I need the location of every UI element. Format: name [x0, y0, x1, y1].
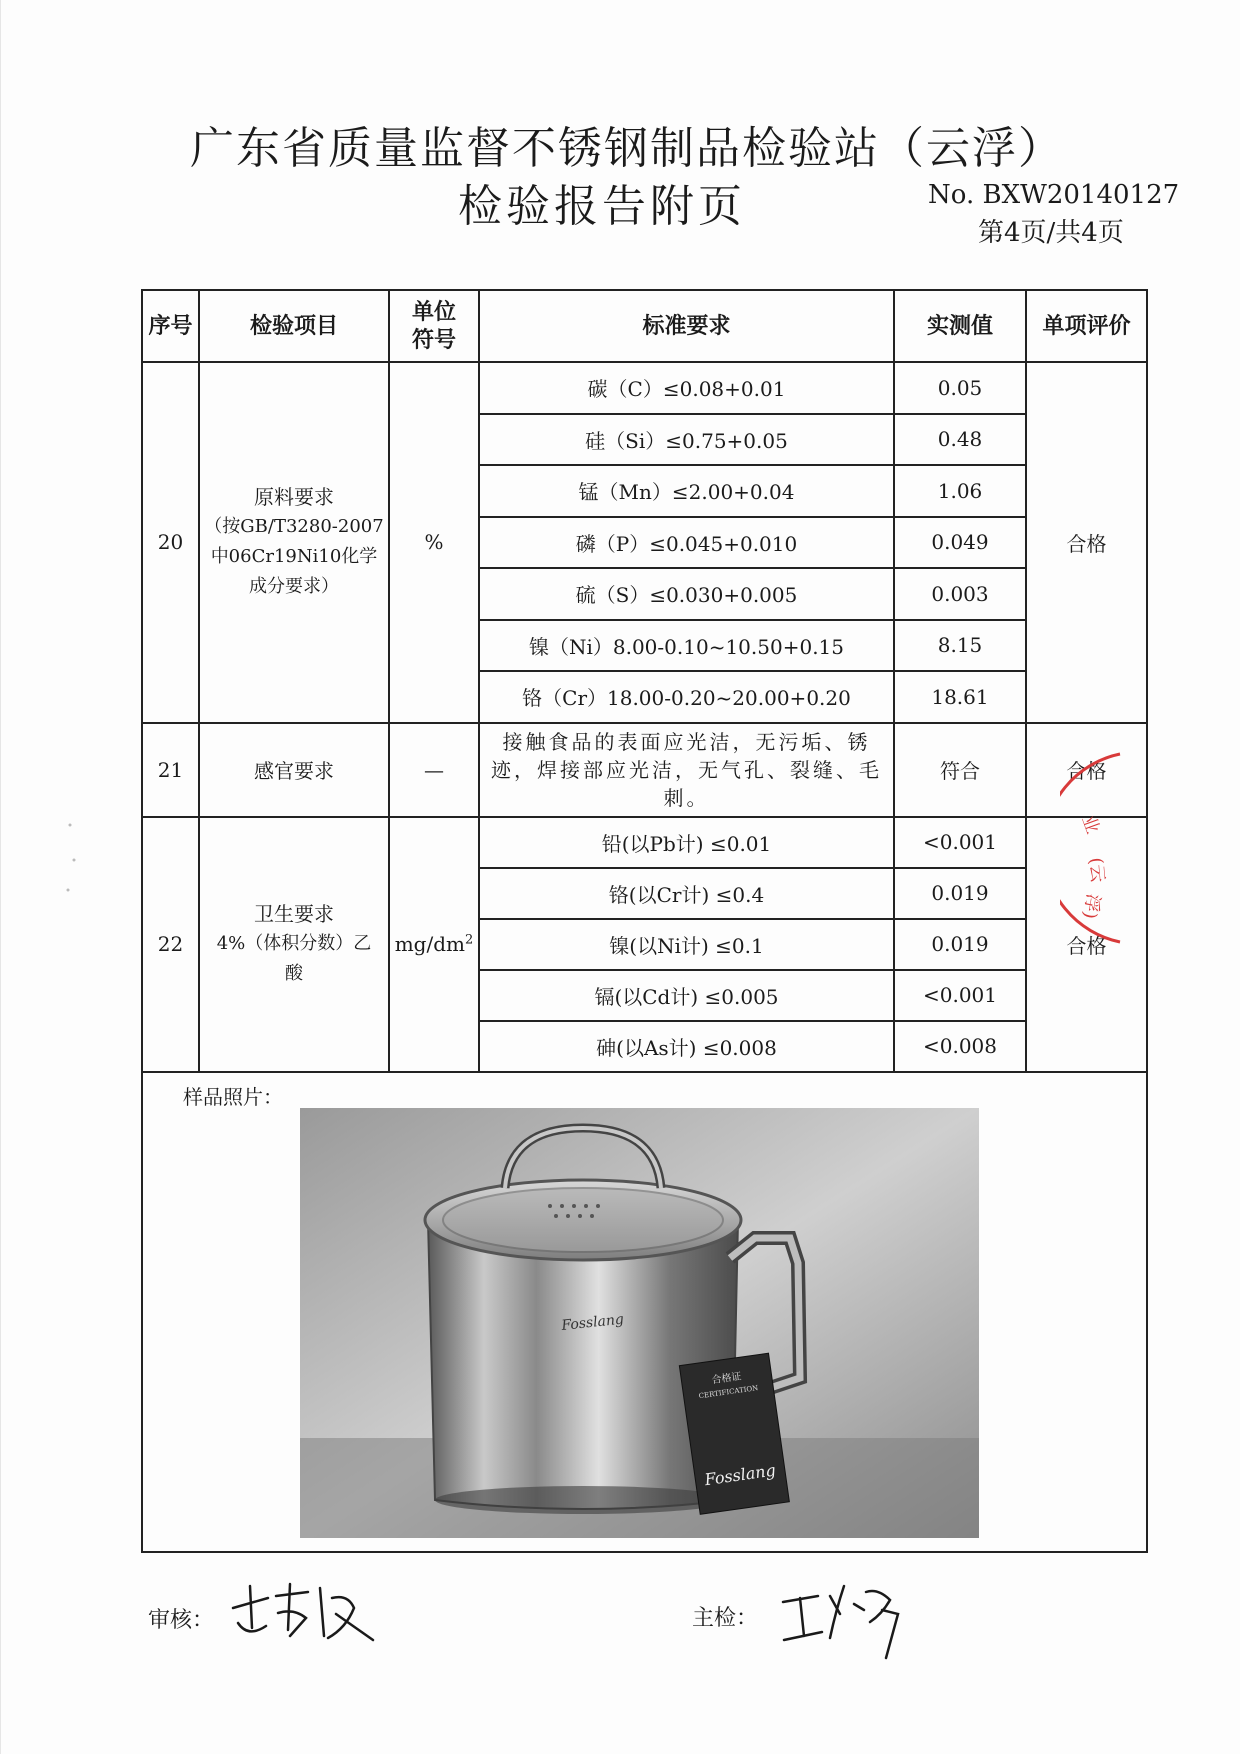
measured-cell: 0.48	[894, 414, 1026, 466]
svg-text:浮): 浮)	[1078, 892, 1104, 921]
standard-cell: 铅(以Pb计) ≤0.01	[479, 817, 894, 868]
measured-cell: <0.001	[894, 970, 1026, 1021]
standard-cell: 镍（Ni）8.00-0.10~10.50+0.15	[479, 620, 894, 672]
measured-cell: 0.019	[894, 919, 1026, 970]
svg-text:业: 业	[1077, 812, 1104, 837]
row20-item: 原料要求 （按GB/T3280-2007 中06Cr19Ni10化学 成分要求）	[199, 362, 389, 723]
report-number: No. BXW20140127	[928, 180, 1180, 210]
header-seq: 序号	[142, 290, 199, 362]
row21-standard: 接触食品的表面应光洁，无污垢、锈迹，焊接部应光洁，无气孔、裂缝、毛刺。	[479, 723, 894, 817]
measured-cell: <0.001	[894, 817, 1026, 868]
standard-cell: 磷（P）≤0.045+0.010	[479, 517, 894, 569]
header-item: 检验项目	[199, 290, 389, 362]
header-verdict: 单项评价	[1026, 290, 1147, 362]
svg-text:(云: (云	[1085, 856, 1109, 884]
header-unit: 单位 符号	[389, 290, 479, 362]
standard-cell: 砷(以As计) ≤0.008	[479, 1021, 894, 1072]
measured-cell: 8.15	[894, 620, 1026, 672]
row21-verdict: 合格	[1026, 723, 1147, 817]
header-measured: 实测值	[894, 290, 1026, 362]
tag-title-text: 合格证	[711, 1370, 743, 1386]
photo-cell	[142, 1072, 1147, 1552]
measured-cell: 1.06	[894, 465, 1026, 517]
standard-cell: 碳（C）≤0.08+0.01	[479, 362, 894, 414]
measured-cell: <0.008	[894, 1021, 1026, 1072]
inspector-label: 主检：	[692, 1606, 759, 1631]
row20-verdict: 合格	[1026, 362, 1147, 723]
standard-cell: 铬(以Cr计) ≤0.4	[479, 868, 894, 919]
row22-item: 卫生要求 4%（体积分数）乙 酸	[199, 817, 389, 1072]
row20-unit: %	[389, 362, 479, 723]
table-row	[142, 817, 1147, 868]
table-row	[142, 362, 1147, 414]
inspection-table	[141, 289, 1148, 1553]
row21-item: 感官要求	[199, 723, 389, 817]
page-number: 第4页/共4页	[978, 218, 1124, 248]
standard-cell: 镉(以Cd计) ≤0.005	[479, 970, 894, 1021]
standard-cell: 锰（Mn）≤2.00+0.04	[479, 465, 894, 517]
standard-cell: 硅（Si）≤0.75+0.05	[479, 414, 894, 466]
document-title: 广东省质量监督不锈钢制品检验站（云浮）	[190, 123, 1064, 174]
header-standard: 标准要求	[479, 290, 894, 362]
standard-cell: 镍(以Ni计) ≤0.1	[479, 919, 894, 970]
photo-row	[142, 1072, 1147, 1552]
pot-brand-text: Fosslang	[560, 1311, 625, 1334]
scan-specks	[60, 820, 90, 900]
measured-cell: 0.003	[894, 568, 1026, 620]
measured-cell: 0.05	[894, 362, 1026, 414]
sample-photo	[300, 1108, 979, 1538]
measured-cell: 0.019	[894, 868, 1026, 919]
measured-cell: 0.049	[894, 517, 1026, 569]
document-subtitle: 检验报告附页	[458, 181, 746, 232]
row22-unit: $mg/dm^2$	[389, 817, 479, 1072]
table-row	[142, 723, 1147, 817]
table-header-row	[142, 290, 1147, 362]
review-label: 审核：	[148, 1608, 215, 1633]
standard-cell: 硫（S）≤0.030+0.005	[479, 568, 894, 620]
reviewer-signature	[228, 1578, 378, 1648]
inspector-signature	[778, 1574, 928, 1664]
row21-measured: 符合	[894, 723, 1026, 817]
row20-seq: 20	[142, 362, 199, 723]
row21-seq: 21	[142, 723, 199, 817]
sample-pot-image	[300, 1108, 979, 1538]
tag-sub-text: CERTIFICATION	[698, 1383, 759, 1400]
row22-verdict: 合格	[1026, 817, 1147, 1072]
photo-label: 样品照片：	[183, 1084, 283, 1109]
measured-cell: 18.61	[894, 671, 1026, 723]
row21-unit: —	[389, 723, 479, 817]
tag-brand-text: Fosslang	[703, 1459, 777, 1489]
standard-cell: 铬（Cr）18.00-0.20~20.00+0.20	[479, 671, 894, 723]
row22-seq: 22	[142, 817, 199, 1072]
red-seal-stamp	[1060, 748, 1140, 948]
